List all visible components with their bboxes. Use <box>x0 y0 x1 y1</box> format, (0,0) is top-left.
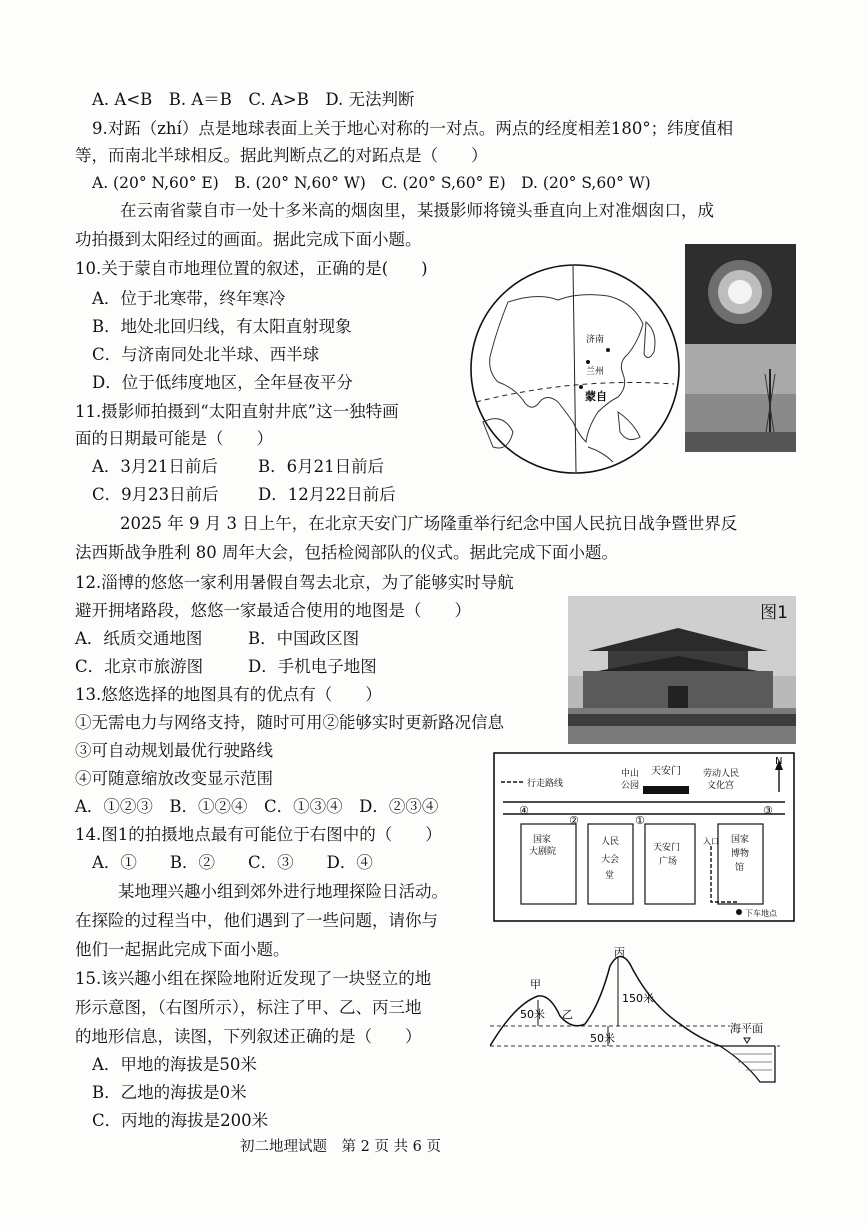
map-point-2: ② <box>569 814 579 827</box>
q15-option-b: B．乙地的海拔是0米 <box>92 1083 247 1102</box>
q10-stem: 10.关于蒙自市地理位置的叙述，正确的是( ) <box>75 259 428 278</box>
q12-stem-line1: 12.淄博的悠悠一家利用暑假自驾去北京，为了能够实时导航 <box>75 573 514 592</box>
q10-option-a: A．位于北寒带，终年寒冷 <box>92 289 286 308</box>
q9-stem-line1: 9.对跖（zhí）点是地球表面上关于地心对称的一对点。两点的经度相差180°；纬度值相 <box>92 119 734 138</box>
q12-option-b: B．中国政区图 <box>248 629 360 648</box>
q11-stem-line1: 11.摄影师拍摄到“太阳直射井底”这一独特画 <box>75 402 399 421</box>
intro2-line2: 法西斯战争胜利 80 周年大会，包括检阅部队的仪式。据此完成下面小题。 <box>75 543 618 562</box>
q14-options: A．① B．② C．③ D．④ <box>92 853 373 872</box>
q10-option-b: B．地处北回归线，有太阳直射现象 <box>92 317 352 336</box>
q13-item-3: ③可自动规划最优行驶路线 <box>75 741 273 760</box>
q11-option-c: C．9月23日前后 <box>92 485 219 504</box>
map-label-laodong-2: 文化宫 <box>707 781 735 791</box>
map-point-4: ④ <box>519 804 529 817</box>
map-label-zhongshan-2: 公园 <box>621 781 640 791</box>
intro2-line1: 2025 年 9 月 3 日上午，在北京天安门广场隆重举行纪念中国人民抗日战争暨世界反 <box>120 514 738 533</box>
map-label-museum-1: 国家 <box>731 835 750 845</box>
globe-map-figure <box>468 262 683 477</box>
terrain-label-yi: 乙 <box>562 1008 573 1021</box>
map-point-1: ① <box>635 814 645 827</box>
q12-option-d: D．手机电子地图 <box>248 657 377 676</box>
map-label-laodong-1: 劳动人民 <box>703 769 740 779</box>
intro3-line1: 某地理兴趣小组到郊外进行地理探险日活动。 <box>118 882 448 901</box>
map-label-hall-2: 大会 <box>601 855 620 865</box>
q11-option-a: A．3月21日前后 <box>92 457 218 476</box>
map-label-hall-1: 人民 <box>601 837 620 847</box>
map-point-3: ③ <box>763 804 773 817</box>
globe-label-mengzi: 蒙自 <box>585 390 607 403</box>
q15-stem-line2: 形示意图，（右图所示），标注了甲、乙、丙三地 <box>75 998 422 1017</box>
map-label-hall-3: 堂 <box>605 871 615 881</box>
q15-option-c: C．丙地的海拔是200米 <box>92 1111 269 1130</box>
map-label-tiananmen: 天安门 <box>651 766 681 777</box>
q8-options: A. A<B B. A＝B C. A>B D. 无法判断 <box>92 90 415 109</box>
q15-stem-line3: 的地形信息，读图，下列叙述正确的是（ ） <box>75 1027 422 1046</box>
map-label-museum-2: 博物 <box>731 849 750 859</box>
terrain-label-50m-lower: 50米 <box>590 1032 615 1045</box>
q13-item-4: ④可随意缩放改变显示范围 <box>75 769 273 788</box>
map-legend-route: 行走路线 <box>527 779 564 789</box>
tiananmen-photo <box>568 596 796 744</box>
terrain-label-150m: 150米 <box>622 992 654 1005</box>
terrain-profile-figure <box>490 944 796 1088</box>
map-label-square-1: 天安门 <box>653 843 681 853</box>
map-label-theatre-2: 大剧院 <box>529 847 557 857</box>
q13-item-1-2: ①无需电力与网络支持，随时可用②能够实时更新路况信息 <box>75 713 504 732</box>
q13-stem: 13.悠悠选择的地图具有的优点有（ ） <box>75 685 382 704</box>
q9-stem-line2: 等，而南北半球相反。据此判断点乙的对跖点是（ ） <box>75 146 488 165</box>
terrain-label-sea-level: 海平面 <box>730 1022 763 1035</box>
intro3-line2: 在探险的过程当中，他们遇到了一些问题，请你与 <box>75 911 438 930</box>
tiananmen-area-map <box>493 752 795 922</box>
photo-caption: 图1 <box>760 603 788 623</box>
q11-option-d: D．12月22日前后 <box>258 485 396 504</box>
q9-options: A. (20° N,60° E) B. (20° N,60° W) C. (20° S,60° E) D. (20° S,60° W) <box>92 174 651 192</box>
q13-options: A．①②③ B．①②④ C．①③④ D．②③④ <box>75 797 439 816</box>
map-label-zhongshan-1: 中山 <box>621 769 640 779</box>
terrain-label-bing: 丙 <box>614 946 625 959</box>
map-label-dropoff: 下车地点 <box>745 909 777 918</box>
map-label-museum-3: 馆 <box>735 863 745 873</box>
globe-label-jinan: 济南 <box>586 335 605 345</box>
intro1-line2: 功拍摄到太阳经过的画面。据此完成下面小题。 <box>75 230 422 249</box>
intro3-line3: 他们一起据此完成下面小题。 <box>75 940 290 959</box>
page-footer: 初二地理试题 第 2 页 共 6 页 <box>240 1139 441 1155</box>
map-label-theatre-1: 国家 <box>533 835 552 845</box>
q15-stem-line1: 15.该兴趣小组在探险地附近发现了一块竖立的地 <box>75 969 432 988</box>
intro1-line1: 在云南省蒙自市一处十多米高的烟囱里，某摄影师将镜头垂直向上对准烟囱口，成 <box>120 201 714 220</box>
globe-label-lanzhou: 兰州 <box>586 367 605 377</box>
q12-option-a: A．纸质交通地图 <box>75 629 203 648</box>
q15-option-a: A．甲地的海拔是50米 <box>92 1055 257 1074</box>
map-north-label: N <box>775 756 783 767</box>
q10-option-d: D．位于低纬度地区，全年昼夜平分 <box>92 373 353 392</box>
q12-stem-line2: 避开拥堵路段，悠悠一家最适合使用的地图是（ ） <box>75 601 471 620</box>
terrain-label-jia: 甲 <box>530 978 541 991</box>
q12-option-c: C．北京市旅游图 <box>75 657 204 676</box>
terrain-label-50m: 50米 <box>520 1008 545 1021</box>
sun-chimney-photo <box>685 244 796 452</box>
q14-stem: 14.图1的拍摄地点最有可能位于右图中的（ ） <box>75 825 442 844</box>
q11-option-b: B．6月21日前后 <box>258 457 385 476</box>
map-label-square-2: 广场 <box>659 857 678 867</box>
q10-option-c: C．与济南同处北半球、西半球 <box>92 345 320 364</box>
map-label-entrance: 入口 <box>703 837 719 846</box>
q11-stem-line2: 面的日期最可能是（ ） <box>75 429 273 448</box>
